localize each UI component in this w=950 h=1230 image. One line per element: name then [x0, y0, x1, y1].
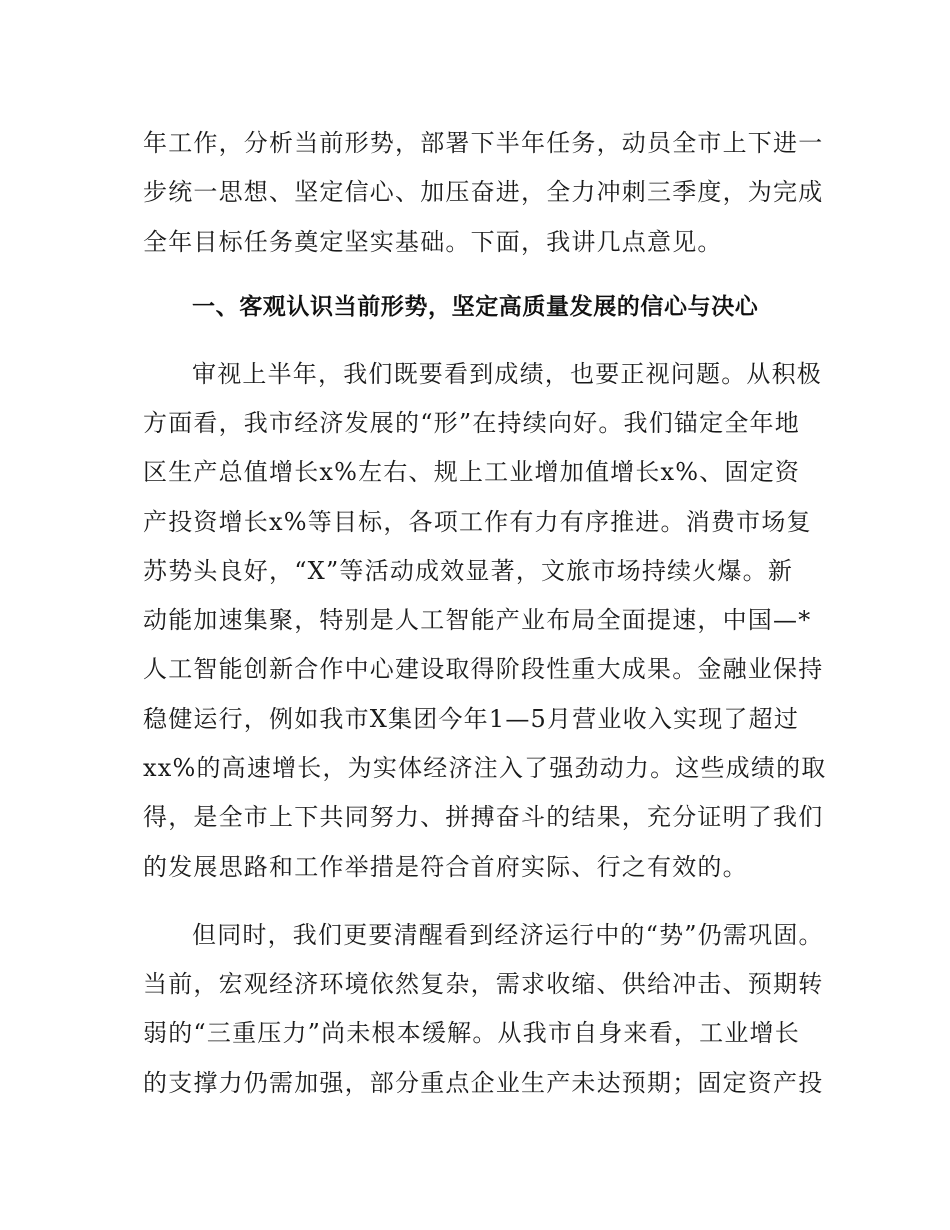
paragraph-line: 的支撑力仍需加强，部分重点企业生产未达预期；固定资产投 [143, 1069, 824, 1097]
section-heading: 一、客观认识当前形势，坚定高质量发展的信心与决心 [192, 294, 759, 320]
paragraph-line: 审视上半年，我们既要看到成绩，也要正视问题。从积极 [192, 360, 822, 388]
intro-line: 步统一思想、坚定信心、加压奋进，全力冲刺三季度，为完成 [143, 178, 824, 206]
intro-line: 全年目标任务奠定坚实基础。下面，我讲几点意见。 [143, 228, 723, 256]
paragraph-line: 人工智能创新合作中心建设取得阶段性重大成果。金融业保持 [143, 655, 824, 683]
intro-line: 年工作，分析当前形势，部署下半年任务，动员全市上下进一 [143, 129, 824, 157]
paragraph-line: 区生产总值增长x%左右、规上工业增加值增长x%、固定资 [143, 458, 801, 486]
paragraph-line: 但同时，我们更要清醒看到经济运行中的“势”仍需巩固。 [192, 921, 824, 949]
paragraph-line: 得，是全市上下共同努力、拼搏奋斗的结果，充分证明了我们 [143, 803, 824, 831]
paragraph-line: 苏势头良好，“X”等活动成效显著，文旅市场持续火爆。新 [143, 557, 794, 585]
paragraph-line: 动能加速集聚，特别是人工智能产业布局全面提速，中国—* [143, 606, 812, 634]
paragraph-line: 的发展思路和工作举措是符合首府实际、行之有效的。 [143, 853, 748, 881]
paragraph-line: xx%的高速增长，为实体经济注入了强劲动力。这些成绩的取 [143, 754, 827, 782]
paragraph-line: 稳健运行，例如我市X集团今年1—5月营业收入实现了超过 [143, 705, 800, 733]
paragraph-line: 产投资增长x%等目标，各项工作有力有序推进。消费市场复 [143, 508, 812, 536]
paragraph-line: 方面看，我市经济发展的“形”在持续向好。我们锚定全年地 [143, 409, 800, 437]
paragraph-line: 当前，宏观经济环境依然复杂，需求收缩、供给冲击、预期转 [143, 970, 824, 998]
paragraph-line: 弱的“三重压力”尚未根本缓解。从我市自身来看，工业增长 [143, 1019, 800, 1047]
